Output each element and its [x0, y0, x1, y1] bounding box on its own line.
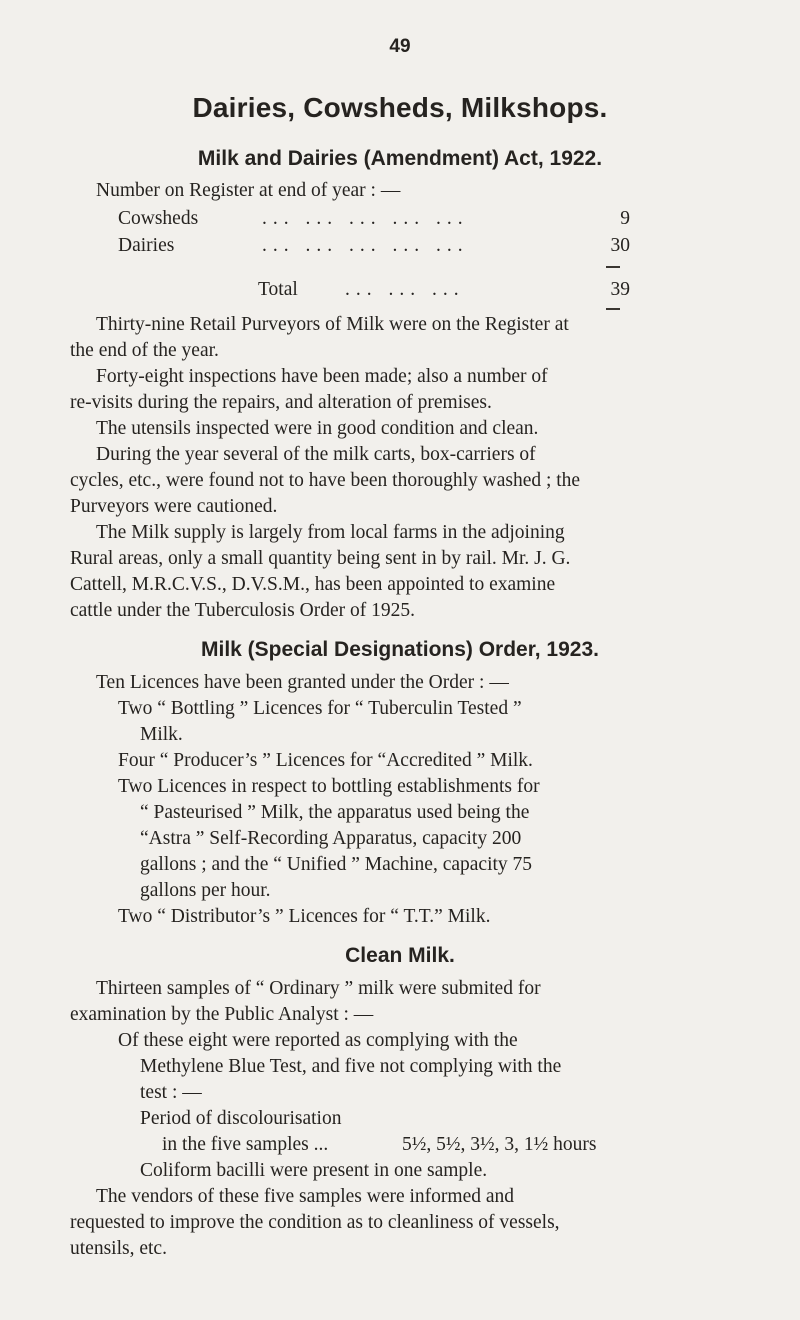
licence-item: Two “ Distributor’s ” Licences for “ T.T.” Milk. — [118, 906, 491, 927]
paragraph-line: The utensils inspected were in good condition and clean. — [96, 418, 539, 439]
licence-item: Four “ Producer’s ” Licences for “Accredited ” Milk. — [118, 750, 533, 771]
closing-line: The vendors of these five samples were informed and — [96, 1186, 515, 1207]
register-intro: Number on Register at end of year : — — [96, 180, 401, 201]
paragraph-line: re-visits during the repairs, and alteration of premises. — [70, 392, 492, 413]
paragraph-line: Cattell, M.R.C.V.S., D.V.S.M., has been appointed to examine — [70, 574, 556, 595]
licence-item-cont: gallons ; and the “ Unified ” Machine, capacity 75 — [140, 854, 533, 875]
paragraph-line: During the year several of the milk carts, box-carriers of — [96, 444, 536, 465]
period-values: 5½, 5½, 3½, 3, 1½ hours — [402, 1134, 597, 1155]
paragraph-line: Forty-eight inspections have been made; also a number of — [96, 366, 548, 387]
leader-dots: ... ... ... — [345, 279, 465, 300]
licences-intro: Ten Licences have been granted under the Order : — — [96, 672, 509, 693]
licence-item: Two “ Bottling ” Licences for “ Tuberculin Tested ” — [118, 698, 522, 719]
section-heading-clean-milk: Clean Milk. — [345, 944, 455, 967]
period-label: Period of discolourisation — [140, 1108, 342, 1129]
licence-item-cont: “Astra ” Self-Recording Apparatus, capacity 200 — [140, 828, 522, 849]
licence-item-cont: Milk. — [140, 724, 183, 745]
row-value-dairies: 30 — [610, 235, 630, 256]
paragraph-line: Rural areas, only a small quantity being sent in by rail. Mr. J. G. — [70, 548, 571, 569]
page-title: Dairies, Cowsheds, Milkshops. — [192, 92, 608, 123]
section-heading-milk-dairies-act: Milk and Dairies (Amendment) Act, 1922. — [197, 147, 603, 170]
paragraph-line: The Milk supply is largely from local farms in the adjoining — [96, 522, 565, 543]
row-label-dairies: Dairies — [118, 235, 175, 256]
licence-item: Two Licences in respect to bottling establishments for — [118, 776, 540, 797]
page-number: 49 — [389, 36, 411, 57]
row-value-cowsheds: 9 — [620, 208, 630, 229]
clean-milk-line: examination by the Public Analyst : — — [70, 1004, 374, 1025]
total-value: 39 — [610, 279, 630, 300]
paragraph-line: cycles, etc., were found not to have been thoroughly washed ; the — [70, 470, 581, 491]
licence-item-cont: “ Pasteurised ” Milk, the apparatus used being the — [140, 802, 530, 823]
paragraph-line: cattle under the Tuberculosis Order of 1925. — [70, 600, 415, 621]
sum-rule — [606, 266, 620, 268]
closing-line: requested to improve the condition as to cleanliness of vessels, — [70, 1212, 560, 1233]
closing-line: utensils, etc. — [70, 1238, 167, 1259]
total-rule — [606, 308, 620, 310]
leader-dots: ... ... ... ... ... — [262, 208, 469, 229]
leader-dots: ... ... ... ... ... — [262, 235, 469, 256]
paragraph-line: the end of the year. — [70, 340, 219, 361]
section-heading-special-designations: Milk (Special Designations) Order, 1923. — [201, 638, 599, 661]
period-label-cont: in the five samples ... — [162, 1134, 329, 1155]
sample-results-line: Methylene Blue Test, and five not complying with the — [140, 1056, 562, 1077]
paragraph-line: Thirty-nine Retail Purveyors of Milk were on the Register at — [96, 314, 569, 335]
clean-milk-line: Thirteen samples of “ Ordinary ” milk were submited for — [96, 978, 541, 999]
total-label: Total — [258, 279, 298, 300]
sample-results-line: Of these eight were reported as complying with the — [118, 1030, 518, 1051]
coliform-note: Coliform bacilli were present in one sample. — [140, 1160, 488, 1181]
licence-item-cont: gallons per hour. — [140, 880, 271, 901]
paragraph-line: Purveyors were cautioned. — [70, 496, 278, 517]
sample-results-line: test : — — [140, 1082, 202, 1103]
row-label-cowsheds: Cowsheds — [118, 208, 199, 229]
